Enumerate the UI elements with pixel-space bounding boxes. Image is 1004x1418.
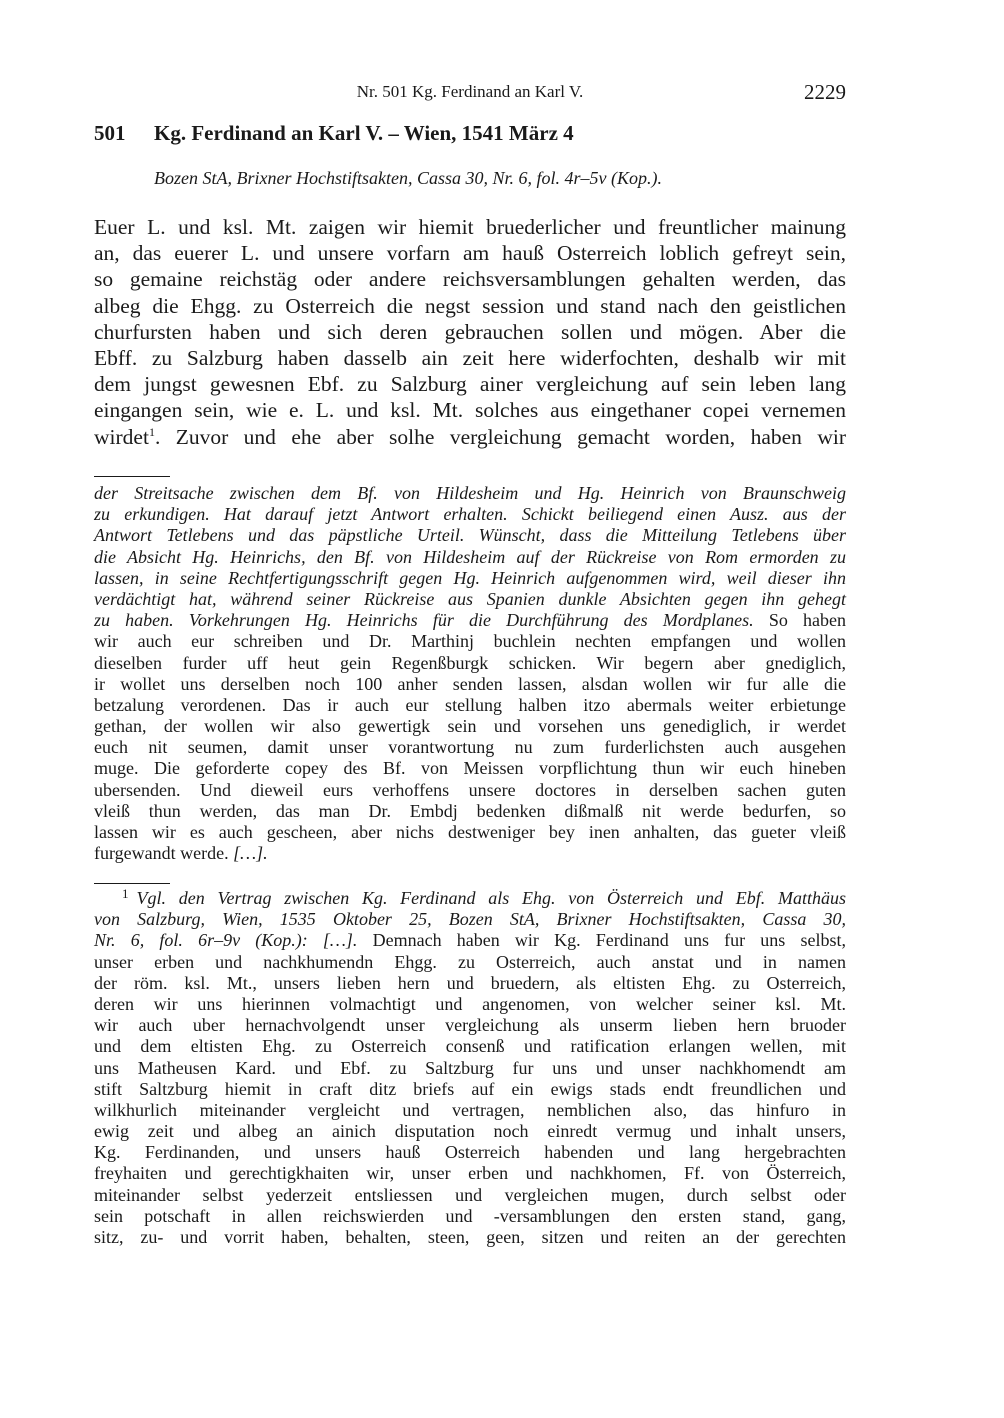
footnote-reference[interactable]: 1 (148, 424, 155, 439)
footnote-1 (94, 888, 846, 1248)
mixed-line: zu haben. Vorkehrungen Hg. Heinrichs für die Durchführung des Mordplanes. So haben (94, 610, 846, 631)
footnote-line: sitz, zu- und vorrit haben, behalten, steen, geen, sitzen und reiten an der gerechten (94, 1227, 846, 1247)
footnote-line: Kg. Ferdinanden, und unsers hauß Osterreich habenden und lang hergebrachten (94, 1142, 846, 1163)
text-line: an, das euerer L. und unsere vorfarn am hauß Osterreich loblich gefreyt sein, (94, 241, 846, 266)
quote-line: betzalung verordenen. Das ir auch eur stellung halben itzo abermals weiter erbietunge (94, 694, 846, 715)
summary-line: die Absicht Hg. Heinrichs, den Bf. von Hildesheim auf der Rückreise von Rom ermorden zu (94, 546, 846, 567)
source-citation: Bozen StA, Brixner Hochstiftsakten, Cassa 30, Nr. 6, fol. 4r–5v (Kop.). (154, 168, 662, 188)
footnote-line: wilkhurlich miteinander vergleicht und vertragen, nemblichen also, das hinfuro in (94, 1099, 846, 1120)
page-number: 2229 (804, 80, 846, 104)
quote-line: muge. Die geforderte copey des Bf. von Meissen vorpflichtung thun wir euch hineben (94, 758, 846, 779)
footnote-line: der röm. ksl. Mt., unsers lieben hern und bruedern, als eltisten Ehg. zu Osterreich, (94, 972, 846, 993)
running-title: Nr. 501 Kg. Ferdinand an Karl V. (356, 82, 584, 101)
separator-rule (94, 476, 170, 477)
quote-line: gethan, der wollen wir also gewertigk sein und vorsehen uns genediglich, ir werdet (94, 716, 846, 737)
footnote-line: freyhaiten und gerechtigkhaiten wir, unser erben und nachkhomen, Ff. von Österreich, (94, 1163, 846, 1184)
footnote-line: uns Matheusen Kard. und Ebf. zu Saltzburg fur uns und unser nachkhomendt am (94, 1057, 846, 1078)
text-line: albeg die Ehgg. zu Osterreich die negst session und stand nach den geistlichen (94, 293, 846, 318)
footnote-line: ewig zeit und albeg an ainich disputation noch einredt vermug und inhalt unsers, (94, 1121, 846, 1142)
footnote-number: 1 (122, 886, 129, 901)
quote-line: vleiß thun werden, das man Dr. Embdj bedenken dißmalß nit werde bedurfen, so (94, 800, 846, 821)
document-title: Kg. Ferdinand an Karl V. – Wien, 1541 März 4 (154, 121, 574, 145)
text-line: wirdet$^1$. Zuvor und ehe aber solhe vergleichung gemacht worden, haben wir (94, 424, 846, 449)
quote-line: wir auch eur schreiben und Dr. Marthinj buchlein nechten empfangen und wollen (94, 631, 846, 652)
summary-line: Antwort Tetlebens und das päpstliche Urteil. Wünscht, dass die Mitteilung Tetlebens über (94, 525, 846, 546)
previous-document-continuation (94, 483, 846, 864)
summary-line: zu erkundigen. Hat darauf jetzt Antwort erhalten. Schickt beiliegend einen Ausz. aus der (94, 504, 846, 525)
quote-line: euch nit seumen, damit unser vorantwortung nu zum furderlichsten auch ausgehen (94, 737, 846, 758)
footnote-line: miteinander selbst yederzeit entsliessen und vergleichen mugen, durch selbst oder (94, 1184, 846, 1205)
footnote-line: $^1$ Vgl. den Vertrag zwischen Kg. Ferdinand als Ehg. von Österreich und Ebf. Matthäus (122, 886, 846, 908)
document-heading (94, 121, 846, 146)
footnote-line: stift Saltzburg hiemit in craft ditz briefs auf ein ewigs stads endt freundlichen und (94, 1078, 846, 1099)
footnote-line: deren wir uns hierinnen volmachtigt und angenomen, von welcher seiner ksl. Mt. (94, 993, 846, 1014)
footnote-line: und dem eltisten Ehg. zu Osterreich consenß und ratification erlangen wellen, mit (94, 1036, 846, 1057)
text-line: dem jungst gewesnen Ebf. zu Salzburg ainer vergleichung auf sein leben lang (94, 372, 846, 397)
quote-line: dieselben furder uff heut gein Regenßburgk schicken. Wir begern aber gnediglich, (94, 652, 846, 673)
footnote-line: von Salzburg, Wien, 1535 Oktober 25, Bozen StA, Brixner Hochstiftsakten, Cassa 30, (94, 909, 846, 930)
text-line: Euer L. und ksl. Mt. zaigen wir hiemit bruederlicher und freuntlicher mainung (94, 215, 846, 239)
text-line: Ebff. zu Salzburg haben dasselb ain zeit here widerfochten, deshalb wir mit (94, 345, 846, 370)
quote-line: ir wollet uns derselben noch 100 anher senden lassen, alsdan wollen wir fur alle die (94, 673, 846, 694)
summary-line: verdächtigt hat, während seiner Rückreise aus Spanien dunkle Absichten gegen ihn gehegt (94, 588, 846, 609)
quote-line: furgewandt werde. […]. (94, 843, 268, 864)
summary-line: lassen, in seine Rechtfertigungsschrift gegen Hg. Heinrich aufgenommen wird, weil dieser ihn (94, 567, 846, 588)
footnote-line: sein potschaft in allen reichswierden und -versamblungen den ersten stand, gang, (94, 1205, 846, 1226)
main-text (94, 214, 846, 450)
footnote-line: Nr. 6, fol. 6r–9v (Kop.): […]. Demnach haben wir Kg. Ferdinand uns fur uns selbst, (94, 930, 846, 951)
footnote-separator-rule (94, 883, 170, 884)
summary-line: der Streitsache zwischen dem Bf. von Hildesheim und Hg. Heinrich von Braunschweig (94, 483, 846, 503)
quote-line: lassen wir es auch gescheen, aber nichs destweniger bey inen anhalten, das gueter vleiß (94, 822, 846, 842)
document-number: 501 (94, 121, 126, 145)
text-line: churfursten haben und sich deren gebrauchen sollen und mögen. Aber die (94, 319, 846, 344)
text-line: eingangen sein, wie e. L. und ksl. Mt. solches aus eingethaner copei vernemen (94, 398, 846, 423)
running-header (94, 80, 846, 106)
text-line: so gemaine reichstäg oder andere reichsversamblungen gehalten werden, das (94, 267, 846, 292)
footnote-line: wir auch uber hernachvolgendt unser vergleichung als unserm lieben hern bruoder (94, 1015, 846, 1036)
footnote-line: unser erben und nachkhumendn Ehgg. zu Osterreich, auch anstat und in namen (94, 951, 846, 972)
quote-line: ubersenden. Und dieweil eurs verhoffens unsere doctores in derselben sachen guten (94, 779, 846, 800)
